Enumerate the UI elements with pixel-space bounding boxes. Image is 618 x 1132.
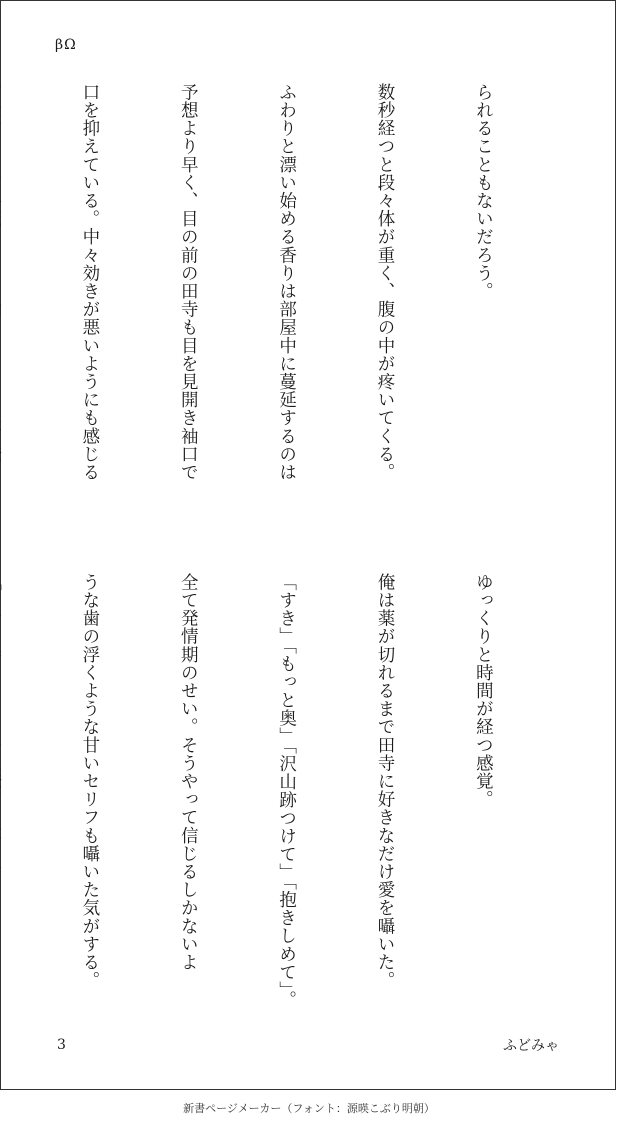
chapter-label: βΩ [55, 37, 77, 53]
text-line: ゆっくりと時間が経つ感覚。 [473, 573, 494, 809]
footer-credit: 新書ページメーカー（フォント：源暎こぶり明朝） [183, 1102, 435, 1115]
text-line: 俺は薬が切れるまで田寺に好きなだけ愛を囁いた。 [375, 573, 396, 990]
text-line: 全て発情期のせい。そうやって信じるしかないよ [178, 573, 199, 972]
text-line: 「すき」「もっと奥」「沢山跡つけて」「抱きしめて」。 [276, 573, 297, 1009]
body-text-lower [53, 573, 565, 1013]
text-line: 口を抑えている。中々効きが悪いようにも感じる [79, 83, 100, 482]
text-line [0, 83, 7, 533]
author-name: ふどみゃ [503, 1038, 559, 1054]
text-line: ふわりと漂い始める香りは部屋中に蔓延するのは [276, 83, 297, 482]
text-line: 数秒経つと段々体が重く、腹の中が疼いてくる。 [375, 83, 396, 482]
page-number: 3 [57, 1037, 66, 1053]
body-text-upper [53, 83, 565, 533]
text-line: 予想より早く、目の前の田寺も目を見開き袖口で [178, 83, 199, 482]
text-line: られることもないだろう。 [473, 83, 494, 301]
text-line [0, 573, 7, 1013]
text-line: うな歯の浮くような甘いセリフも囁いた気がする。 [79, 573, 100, 990]
